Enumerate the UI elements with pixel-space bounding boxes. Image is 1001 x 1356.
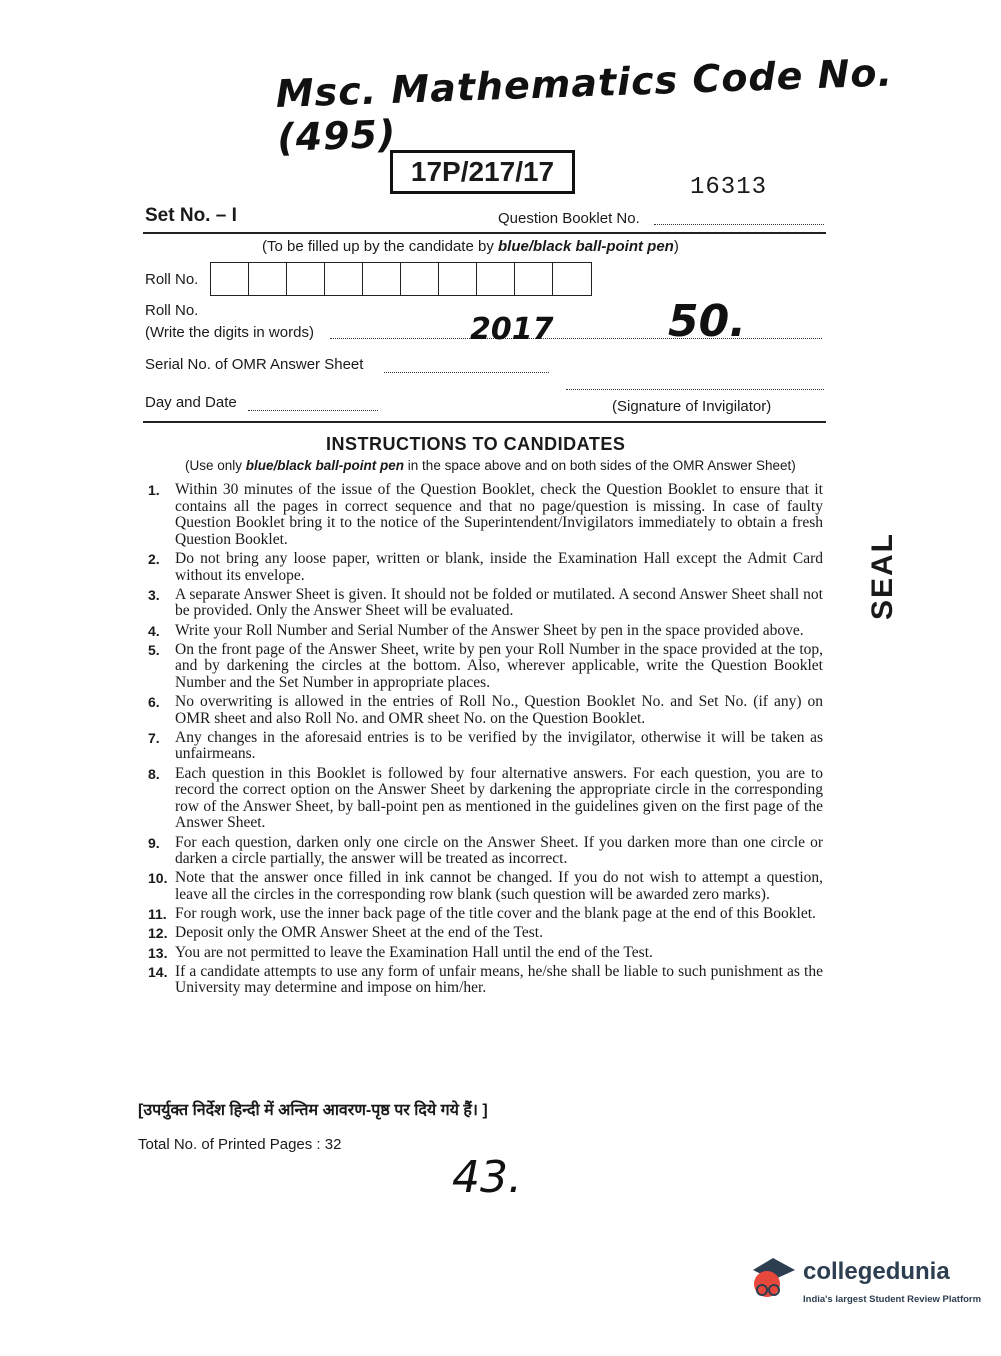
day-date-field — [248, 410, 378, 411]
instruction-item: 6. No overwriting is allowed in the entries of Roll No., Question Booklet No. and Set No. (if any) on OMR sheet and also Roll No. and OMR sheet No. on the Question Booklet. — [148, 693, 823, 727]
top-rule — [143, 232, 826, 234]
instruction-item: 11. For rough work, use the inner back page of the title cover and the blank page at the end of this Booklet. — [148, 905, 816, 923]
instruction-item: 2. Do not bring any loose paper, written or blank, inside the Examination Hall except the Admit Card without its envelope. — [148, 549, 823, 584]
handwritten-mark-top: 50. — [668, 296, 746, 347]
signature-label: (Signature of Invigilator) — [612, 398, 772, 415]
instruction-item: 9. For each question, darken only one circle on the Answer Sheet. If you darken more than one circle or darken a circle partially, the answer will be treated as incorrect. — [148, 833, 823, 868]
roll-digit-box — [439, 263, 477, 295]
roll-digit-box — [553, 263, 591, 295]
instructions-title: INSTRUCTIONS TO CANDIDATES — [326, 434, 626, 454]
roll-digit-box — [401, 263, 439, 295]
handwritten-title: Msc. Mathematics Code No.(495) — [275, 50, 894, 160]
instruction-item: 3. A separate Answer Sheet is given. It should not be folded or mutilated. A second Answer Sheet shall not be provided. Only the Answer Sheet will be evaluated. — [148, 585, 823, 620]
paper-code-box — [390, 150, 575, 194]
instruction-item: 13. You are not permitted to leave the Examination Hall until the end of the Test. — [148, 943, 653, 961]
booklet-number: 16313 — [690, 174, 768, 201]
brand-tagline: India's largest Student Review Platform — [803, 1294, 982, 1305]
seal-stamp: SEAL — [866, 531, 899, 620]
handwritten-mark-bottom: 43. — [452, 1152, 522, 1203]
brand-name: collegedunia — [803, 1258, 950, 1285]
roll-digit-box — [477, 263, 515, 295]
form-bottom-rule — [143, 421, 826, 423]
total-pages: Total No. of Printed Pages : 32 — [138, 1136, 342, 1153]
paper-code: 17P/217/17 — [410, 156, 555, 187]
serial-no-field — [384, 372, 549, 373]
question-booklet-label: Question Booklet No. — [498, 210, 640, 227]
instruction-item: 8. Each question in this Booklet is followed by four alternative answers. For each question, you are to record the correct option on the Answer Sheet by darkening the appropriate circle in the corresponding row of the Answer Sheet, by ball-point pen as mentioned in the guidelines given on the first page of the Answer Sheet. — [148, 764, 823, 832]
instructions-subtitle: (Use only blue/black ball-point pen in the space above and on both sides of the OMR Answer Sheet) — [185, 458, 796, 473]
instruction-item: 14. If a candidate attempts to use any form of unfair means, he/she shall be liable to such punishment as the University may determine and impose on him/her. — [148, 962, 823, 997]
fill-note: (To be filled up by the candidate by blue/black ball-point pen) — [262, 238, 679, 255]
day-date-label: Day and Date — [145, 394, 237, 411]
roll-digit-box — [325, 263, 363, 295]
serial-no-label: Serial No. of OMR Answer Sheet — [145, 356, 364, 373]
handwritten-roll-words: 2017 — [470, 312, 554, 347]
instruction-item: 12. Deposit only the OMR Answer Sheet at the end of the Test. — [148, 924, 543, 942]
roll-no-label: Roll No. — [145, 271, 199, 288]
roll-no-grid — [210, 262, 592, 296]
roll-digit-box — [363, 263, 401, 295]
instruction-item: 4. Write your Roll Number and Serial Number of the Answer Sheet by pen in the space provided above. — [148, 621, 804, 639]
roll-words-label: Roll No. (Write the digits in words) — [145, 302, 314, 341]
signature-field — [566, 389, 824, 390]
instruction-item: 7. Any changes in the aforesaid entries is to be verified by the invigilator, otherwise it will be taken as unfairmeans. — [148, 728, 823, 763]
question-booklet-field — [654, 224, 824, 225]
instruction-list — [148, 482, 823, 1000]
set-number: Set No. – I — [145, 205, 237, 226]
instruction-item: 1. Within 30 minutes of the issue of the Question Booklet, check the Question Booklet to ensure that it contains all the pages in correct sequence and that no page/question is missing. In case of faulty Question Booklet bring it to the notice of the Superintendent/Invigilators immediately to obtain a fresh Question Booklet. — [148, 481, 823, 548]
hindi-note: [उपर्युक्त निर्देश हिन्दी में अन्तिम आवरण-पृष्ठ पर दिये गये हैं। ] — [138, 1102, 488, 1119]
roll-digit-box — [249, 263, 287, 295]
roll-digit-box — [211, 263, 249, 295]
instruction-item: 5. On the front page of the Answer Sheet, write by pen your Roll Number in the space provided at the top, and by darkening the circles at the bottom. Also, wherever applicable, write the Question Booklet Number and the Set Number in appropriate places. — [148, 640, 823, 691]
roll-digit-box — [287, 263, 325, 295]
roll-digit-box — [515, 263, 553, 295]
roll-words-field — [330, 338, 822, 339]
instruction-item: 10. Note that the answer once filled in ink cannot be changed. If you do not wish to attempt a question, leave all the circles in the corresponding row blank (such question will be awarded zero marks). — [148, 869, 823, 903]
collegedunia-mascot-icon — [745, 1252, 801, 1308]
